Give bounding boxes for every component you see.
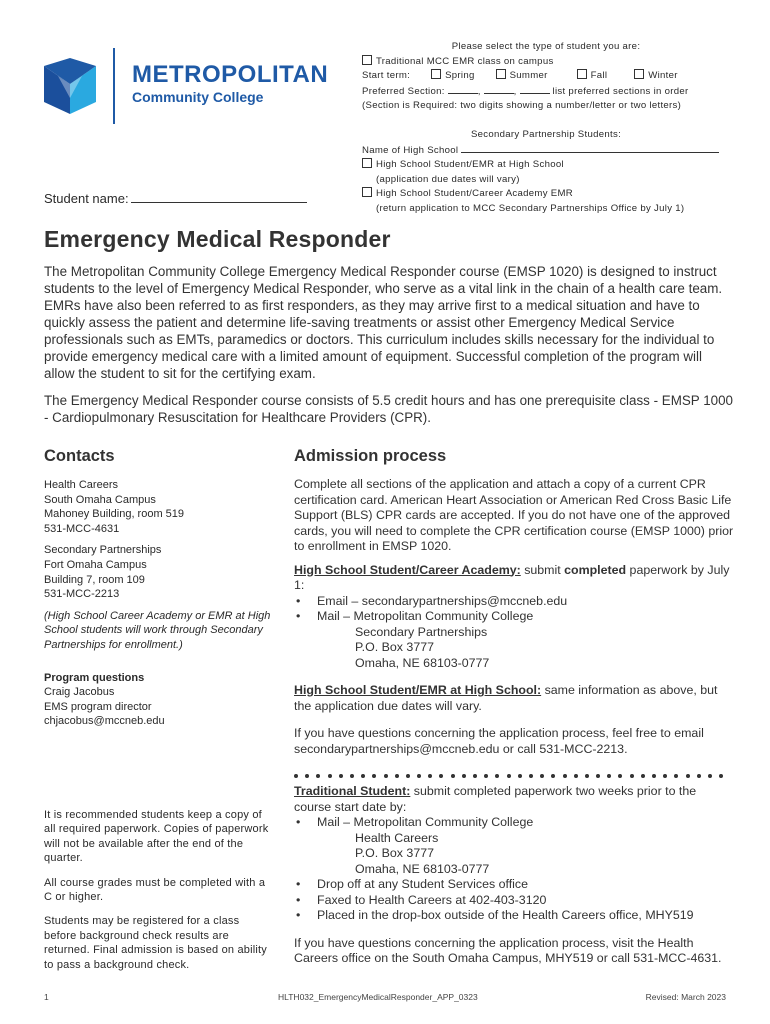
page-number: 1 (44, 992, 49, 1002)
student-name-field[interactable] (44, 190, 307, 206)
divider-dot (495, 774, 499, 778)
divider-dot (686, 774, 690, 778)
winter-checkbox[interactable] (634, 69, 644, 79)
divider-dot (350, 774, 354, 778)
contact-line: Building 7, room 109 (44, 573, 145, 586)
program-contact-email[interactable]: chjacobus@mccneb.edu (44, 715, 165, 728)
divider-dot (674, 774, 678, 778)
term-fall: Fall (590, 70, 608, 82)
divider-dot (563, 774, 567, 778)
contacts-list (44, 478, 284, 729)
student-name-label: Student name: (44, 191, 129, 206)
logo-text-metropolitan: METROPOLITAN (132, 61, 329, 88)
hsca-methods (294, 594, 734, 625)
traditional-label: Traditional MCC EMR class on campus (376, 55, 554, 67)
divider-dot (339, 774, 343, 778)
divider-dot (462, 774, 466, 778)
divider-dot (607, 774, 611, 778)
divider-dot (484, 774, 488, 778)
divider-dot (618, 774, 622, 778)
note-paperwork: It is recommended students keep a copy of all required paperwork. Copies of paperwork will not be available after the end of the quarter. (44, 809, 269, 865)
contact-line: Fort Omaha Campus (44, 558, 147, 571)
hsca-email: • Email – secondarypartnerships@mccneb.edu (294, 594, 734, 610)
mcc-logo-mark-icon (44, 58, 96, 114)
address-line: Omaha, NE 68103-0777 (355, 861, 490, 876)
summer-checkbox[interactable] (496, 69, 506, 79)
mcc-logo (44, 48, 334, 126)
page-title: Emergency Medical Responder (44, 226, 391, 252)
secondary-heading: Secondary Partnership Students: (470, 128, 622, 140)
student-name-line[interactable] (131, 190, 307, 203)
start-term-label: Start term: (362, 70, 411, 82)
divider-dot (540, 774, 544, 778)
hsca-bold: completed (564, 562, 627, 577)
intro-paragraph-2: The Emergency Medical Responder course consists of 5.5 credit hours and has one prerequisite class - EMSP 1000 - Cardiopulmonary Resuscitation for Healthcare Providers (CPR). (44, 393, 733, 425)
contacts-note: (High School Career Academy or EMR at High School students will work through Secondary Partnerships for enrollment.) (44, 609, 271, 651)
health-careers-contact (44, 478, 284, 536)
hsca-mail: • Mail – Metropolitan Community College (294, 609, 734, 625)
hs-career-note: (return application to MCC Secondary Partnerships Office by July 1) (376, 202, 685, 214)
contact-phone: 531-MCC-2213 (44, 588, 120, 601)
program-questions (44, 671, 284, 729)
divider-dot (708, 774, 712, 778)
divider-dot (372, 774, 376, 778)
traditional-text: submit completed paperwork two weeks prior to the course start date by: (294, 784, 697, 814)
high-school-label: Name of High School (362, 144, 459, 156)
divider-dot (328, 774, 332, 778)
hs-emr-note: (application due dates will vary) (376, 173, 520, 185)
hs-career-label: High School Student/Career Academy EMR (376, 188, 573, 200)
selection-prompt: Please select the type of student you are: (451, 41, 641, 52)
divider-dot (630, 774, 634, 778)
address-line: P.O. Box 3777 (355, 846, 434, 860)
divider-dot (305, 774, 309, 778)
divider-dot (596, 774, 600, 778)
hsemr-section (294, 683, 734, 714)
divider-dot (294, 774, 298, 778)
contact-line: Secondary Partnerships (44, 544, 162, 557)
hsca-text-2: paperwork by July 1: (294, 562, 730, 592)
divider-dot (518, 774, 522, 778)
dotted-divider (294, 765, 734, 775)
secondary-partnerships-contact (44, 543, 284, 601)
student-notes (44, 808, 272, 982)
hsca-label: High School Student/Career Academy: (294, 562, 521, 577)
divider-dot (384, 774, 388, 778)
start-term-row (362, 69, 730, 84)
admission-intro: Complete all sections of the application and attach a copy of a current CPR certification card. American Heart Association or American Red Cross Basic Life Support (BLS) CPR cards are accepted. If you do not have one of the approved cards, you will need to complete the CPR certification course (EMSP 1000) prior to enrollment in EMSP 1020. (294, 477, 734, 553)
address-line: P.O. Box 3777 (355, 640, 434, 654)
hs-career-checkbox[interactable] (362, 187, 372, 197)
preferred-section-row: Preferred Section: , , list preferred sections in order (362, 85, 689, 97)
intro-text (44, 263, 734, 436)
note-grades: All course grades must be completed with a C or higher. (44, 876, 266, 904)
divider-dot (361, 774, 365, 778)
preferred-section-label: Preferred Section: (362, 85, 445, 97)
high-school-row (362, 143, 730, 159)
program-questions-heading: Program questions (44, 671, 145, 684)
section-note: (Section is Required: two digits showing a number/letter or two letters) (362, 100, 682, 112)
divider-dot (574, 774, 578, 778)
term-summer: Summer (509, 70, 548, 82)
divider-dot (417, 774, 421, 778)
spring-checkbox[interactable] (431, 69, 441, 79)
address-line: Secondary Partnerships (355, 624, 488, 639)
traditional-mail: • Mail – Metropolitan Community College (294, 815, 734, 831)
hsemr-text: same information as above, but the application due dates will vary. (294, 683, 718, 713)
questions-secondary: If you have questions concerning the application process, feel free to email secondarypartnerships@mccneb.edu or call 531-MCC-2213. (294, 726, 704, 756)
divider-dot (663, 774, 667, 778)
admission-heading: Admission process (294, 447, 447, 465)
hsemr-label: High School Student/EMR at High School: (294, 683, 542, 697)
term-winter: Winter (648, 70, 678, 82)
term-spring: Spring (445, 70, 475, 82)
traditional-label: Traditional Student: (294, 784, 411, 798)
admission-process (294, 477, 734, 765)
divider-dot (507, 774, 511, 778)
traditional-checkbox[interactable] (362, 55, 372, 65)
traditional-dropoff: • Drop off at any Student Services office (294, 877, 734, 893)
hs-emr-checkbox[interactable] (362, 158, 372, 168)
divider-dot (473, 774, 477, 778)
student-type-selection (362, 40, 730, 217)
intro-paragraph-1: The Metropolitan Community College Emergency Medical Responder course (EMSP 1020) is designed to instruct students to the level of Emergency Medical Responder, who serve as a vital link in the chain of a health care team. EMRs have also been referred to as first responders, as they may arrive first to a medical situation and have to quickly assess the patient and determine life-saving treatments or assist other Emergency Medical Service professionals such as EMTs, paramedics or doctors. This curriculum includes skills necessary for the individual to provide emergency medical care with a limited amount of equipment. Successful completion of the program will allow the student to sit for the certifying exam. (44, 264, 723, 381)
traditional-dropbox: • Placed in the drop-box outside of the Health Careers office, MHY519 (294, 908, 734, 924)
hs-emr-label: High School Student/EMR at High School (376, 159, 564, 171)
preferred-section-suffix: list preferred sections in order (552, 85, 689, 97)
address-line: Health Careers (355, 830, 439, 845)
logo-text-community-college: Community College (132, 89, 264, 105)
divider-dot (585, 774, 589, 778)
divider-dot (551, 774, 555, 778)
divider-dot (451, 774, 455, 778)
traditional-section (294, 784, 734, 977)
divider-dot (697, 774, 701, 778)
preferred-section-blank-1[interactable] (448, 84, 478, 94)
divider-dot (641, 774, 645, 778)
divider-dot (719, 774, 723, 778)
divider-dot (439, 774, 443, 778)
questions-traditional: If you have questions concerning the application process, visit the Health Careers office on the South Omaha Campus, MHY519 or call 531-MCC-4631. (294, 935, 722, 965)
document-code: HLTH032_EmergencyMedicalResponder_APP_0323 (278, 992, 478, 1002)
program-contact-role: EMS program director (44, 700, 152, 713)
logo-divider (113, 48, 115, 124)
high-school-name-line[interactable] (461, 143, 719, 153)
preferred-section-blank-3[interactable] (520, 84, 550, 94)
hsca-section (294, 563, 734, 672)
divider-dot (652, 774, 656, 778)
revised-date: Revised: March 2023 (645, 992, 726, 1002)
hsca-text: submit (520, 562, 565, 577)
divider-dot (395, 774, 399, 778)
note-background-check: Students may be registered for a class before background check results are returned. Final admission is based on ability to pass a background check. (44, 915, 268, 971)
divider-dot (316, 774, 320, 778)
divider-dot (406, 774, 410, 778)
traditional-fax: • Faxed to Health Careers at 402-403-3120 (294, 893, 734, 909)
contact-line: South Omaha Campus (44, 493, 156, 506)
contact-line: Health Careers (44, 479, 118, 491)
address-line: Omaha, NE 68103-0777 (355, 655, 490, 670)
divider-dot (529, 774, 533, 778)
contact-phone: 531-MCC-4631 (44, 522, 120, 535)
fall-checkbox[interactable] (577, 69, 587, 79)
divider-dot (428, 774, 432, 778)
contact-line: Mahoney Building, room 519 (44, 508, 185, 521)
preferred-section-blank-2[interactable] (484, 84, 514, 94)
contacts-heading: Contacts (44, 447, 115, 465)
traditional-methods (294, 815, 734, 924)
program-contact-name: Craig Jacobus (44, 686, 115, 699)
